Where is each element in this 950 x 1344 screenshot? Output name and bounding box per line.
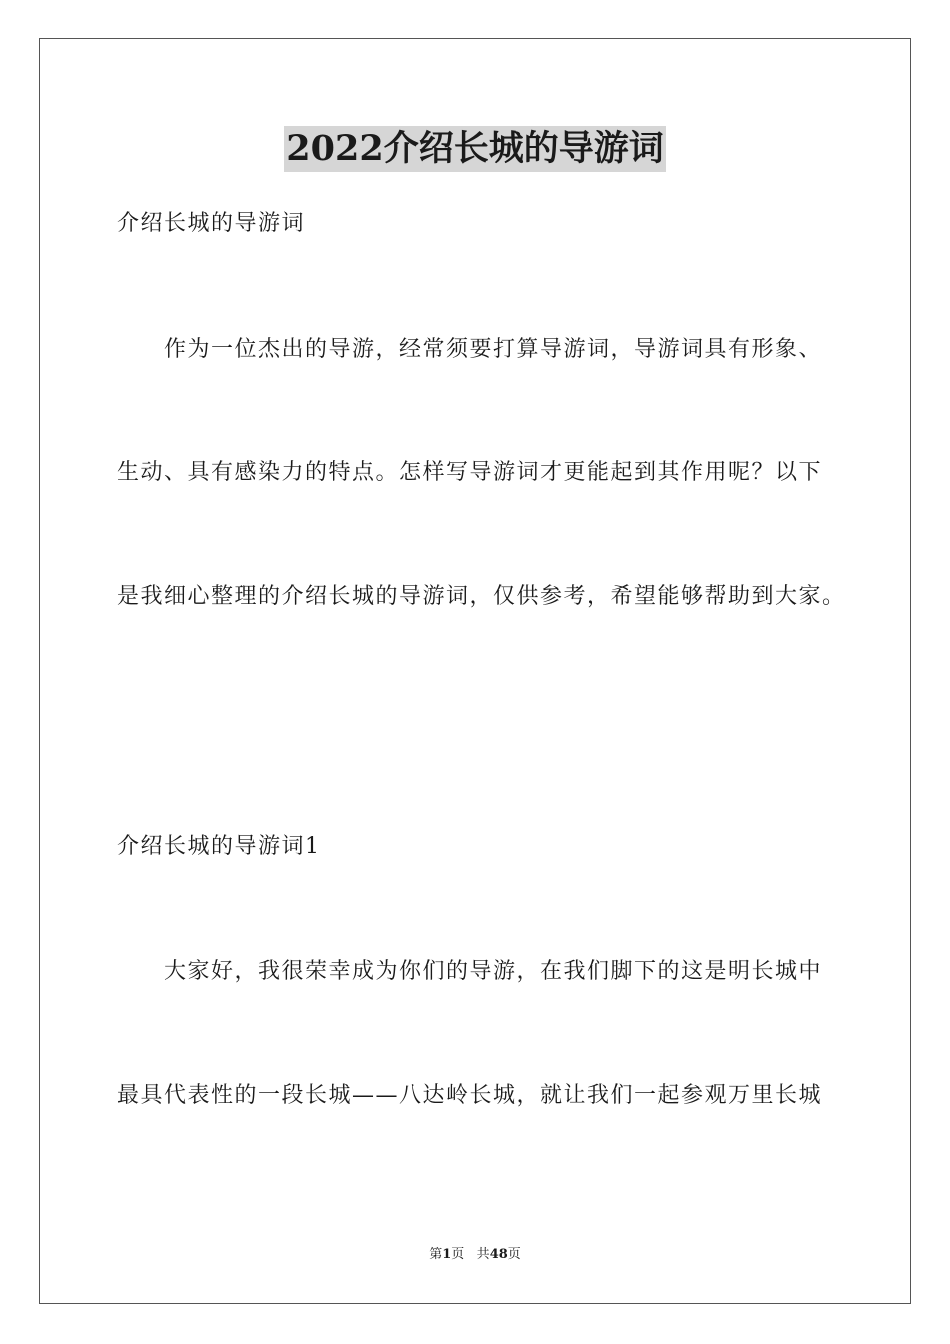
section-paragraph-line: 大家好，我很荣幸成为你们的导游，在我们脚下的这是明长城中 bbox=[164, 959, 823, 984]
title-container bbox=[0, 126, 950, 172]
section-paragraph-line: 最具代表性的一段长城——八达岭长城，就让我们一起参观万里长城 bbox=[117, 1083, 823, 1108]
document-title: 2022介绍长城的导游词 bbox=[284, 126, 665, 172]
intro-paragraph-line: 作为一位杰出的导游，经常须要打算导游词，导游词具有形象、 bbox=[164, 337, 823, 362]
footer-page-suffix: 页 bbox=[451, 1247, 465, 1262]
footer-page-prefix: 第 bbox=[429, 1247, 443, 1262]
page-footer bbox=[0, 1246, 950, 1264]
document-subtitle: 介绍长城的导游词 bbox=[117, 211, 306, 236]
intro-paragraph-line: 生动、具有感染力的特点。怎样写导游词才更能起到其作用呢？以下 bbox=[117, 460, 823, 485]
footer-total-suffix: 页 bbox=[507, 1247, 521, 1262]
footer-current-page: 1 bbox=[442, 1247, 452, 1262]
intro-paragraph-line: 是我细心整理的介绍长城的导游词，仅供参考，希望能够帮助到大家。 bbox=[117, 584, 846, 609]
section-heading: 介绍长城的导游词1 bbox=[117, 834, 321, 859]
footer-total-prefix: 共 bbox=[476, 1247, 490, 1262]
footer-total-pages: 48 bbox=[489, 1247, 508, 1262]
